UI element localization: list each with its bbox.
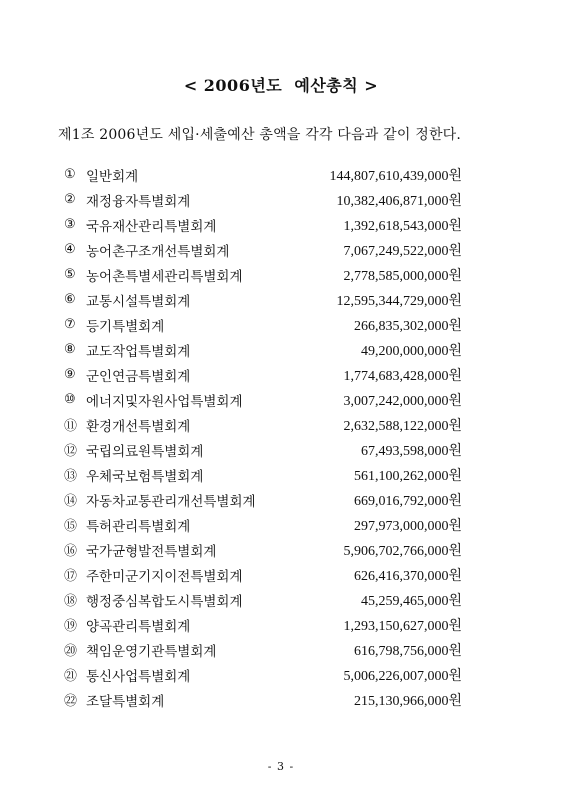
account-row [64, 562, 462, 587]
account-row [64, 212, 462, 237]
account-number: ⑨ [64, 367, 76, 382]
account-row [64, 512, 462, 537]
account-row [64, 687, 462, 712]
account-row [64, 412, 462, 437]
account-number: ⑲ [64, 619, 78, 634]
account-number: ④ [64, 242, 76, 257]
account-name: 재정융자특별회계 [86, 193, 191, 210]
account-name: 특허관리특별회계 [86, 518, 191, 535]
account-amount: 561,100,262,000원 [353, 468, 462, 484]
account-amount: 7,067,249,522,000원 [343, 243, 462, 259]
account-row [64, 437, 462, 462]
account-name: 책임운영기관특별회계 [86, 643, 217, 660]
account-name: 교도작업특별회계 [86, 343, 191, 360]
account-amount: 5,006,226,007,000원 [343, 668, 462, 684]
account-number: ⑯ [64, 544, 78, 559]
account-name: 일반회계 [86, 168, 139, 185]
account-row [64, 237, 462, 262]
account-number: ③ [64, 217, 76, 232]
account-number: ⑧ [64, 342, 76, 357]
article-1-text: 제1조 2006년도 세입·세출예산 총액을 각각 다음과 같이 정한다. [58, 127, 462, 143]
account-name: 조달특별회계 [86, 693, 165, 710]
account-name: 환경개선특별회계 [86, 418, 191, 435]
account-name: 군인연금특별회계 [86, 368, 191, 385]
account-number: ⑦ [64, 317, 76, 332]
account-row [64, 662, 462, 687]
account-amount: 49,200,000,000원 [360, 343, 462, 359]
account-row [64, 262, 462, 287]
account-amount: 67,493,598,000원 [360, 443, 462, 459]
account-amount: 1,392,618,543,000원 [343, 218, 462, 234]
account-name: 우체국보험특별회계 [86, 468, 204, 485]
account-number: ⑭ [64, 494, 78, 509]
account-list [64, 162, 462, 712]
account-number: ⑱ [64, 594, 78, 609]
account-amount: 669,016,792,000원 [353, 493, 462, 509]
account-number: ① [64, 167, 76, 182]
account-row [64, 287, 462, 312]
account-amount: 10,382,406,871,000원 [336, 193, 462, 209]
account-name: 농어촌구조개선특별회계 [86, 243, 230, 260]
account-row [64, 587, 462, 612]
account-number: ⑫ [64, 444, 78, 459]
account-number: ⑥ [64, 292, 76, 307]
account-amount: 297,973,000,000원 [353, 518, 462, 534]
account-amount: 12,595,344,729,000원 [336, 293, 462, 309]
page-title: < 2006년도 예산총칙 > [183, 76, 379, 95]
account-name: 자동차교통관리개선특별회계 [86, 493, 256, 510]
account-name: 양곡관리특별회계 [86, 618, 191, 635]
account-row [64, 487, 462, 512]
account-row [64, 612, 462, 637]
account-row [64, 387, 462, 412]
account-amount: 2,778,585,000,000원 [343, 268, 462, 284]
account-amount: 2,632,588,122,000원 [343, 418, 462, 434]
account-number: ㉑ [64, 669, 78, 684]
account-number: ⑮ [64, 519, 78, 534]
account-amount: 616,798,756,000원 [353, 643, 462, 659]
account-row [64, 337, 462, 362]
account-name: 국유재산관리특별회계 [86, 218, 217, 235]
account-row [64, 637, 462, 662]
account-number: ⑤ [64, 267, 76, 282]
account-number: ⑪ [64, 419, 78, 434]
account-name: 주한미군기지이전특별회계 [86, 568, 243, 585]
account-amount: 45,259,465,000원 [360, 593, 462, 609]
account-amount: 1,774,683,428,000원 [343, 368, 462, 384]
account-row [64, 537, 462, 562]
account-amount: 215,130,966,000원 [353, 693, 462, 709]
account-name: 농어촌특별세관리특별회계 [86, 268, 243, 285]
account-name: 교통시설특별회계 [86, 293, 191, 310]
account-name: 국립의료원특별회계 [86, 443, 204, 460]
account-number: ⑩ [64, 392, 76, 407]
account-amount: 266,835,302,000원 [353, 318, 462, 334]
account-number: ⑰ [64, 569, 78, 584]
account-row [64, 362, 462, 387]
account-row [64, 187, 462, 212]
account-row [64, 312, 462, 337]
account-name: 등기특별회계 [86, 318, 165, 335]
account-amount: 144,807,610,439,000원 [329, 168, 462, 184]
account-name: 통신사업특별회계 [86, 668, 191, 685]
account-name: 행정중심복합도시특별회계 [86, 593, 243, 610]
account-amount: 5,906,702,766,000원 [343, 543, 462, 559]
account-number: ㉒ [64, 694, 78, 709]
account-number: ⑳ [64, 644, 78, 659]
account-number: ② [64, 192, 76, 207]
account-row [64, 162, 462, 187]
account-amount: 3,007,242,000,000원 [343, 393, 462, 409]
account-name: 에너지및자원사업특별회계 [86, 393, 243, 410]
account-amount: 626,416,370,000원 [353, 568, 462, 584]
account-name: 국가균형발전특별회계 [86, 543, 217, 560]
account-number: ⑬ [64, 469, 78, 484]
account-row [64, 462, 462, 487]
account-amount: 1,293,150,627,000원 [343, 618, 462, 634]
page-number: - 3 - [267, 760, 295, 773]
